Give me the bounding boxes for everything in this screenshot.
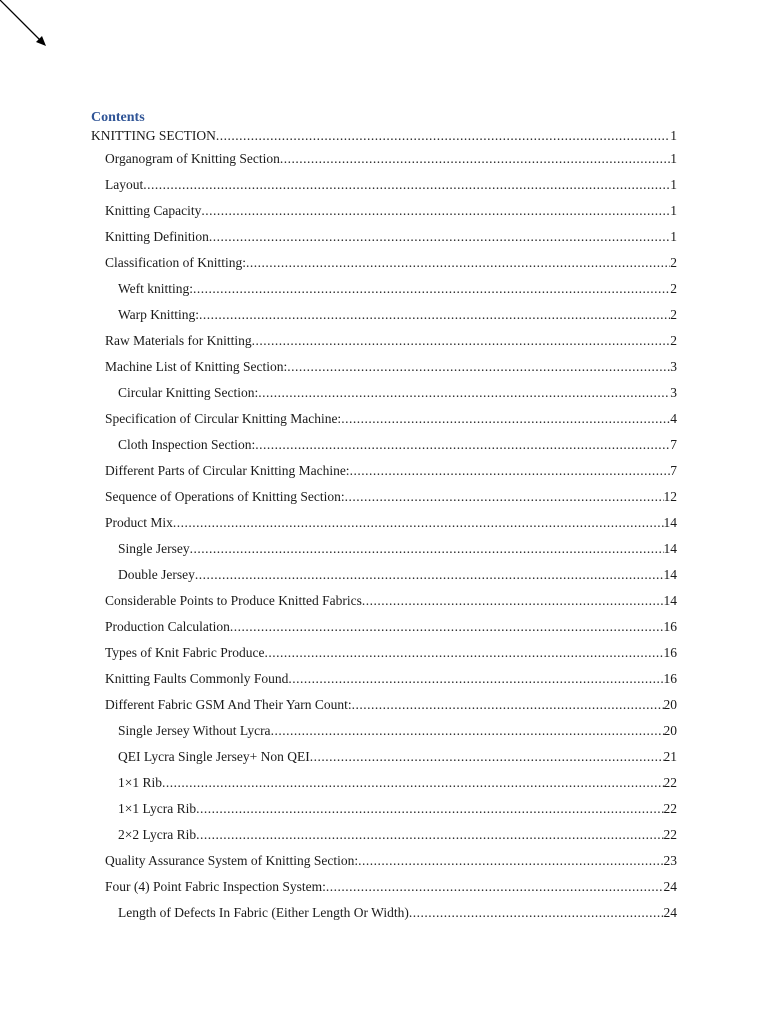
table-of-contents	[91, 110, 677, 926]
toc-entry[interactable]	[91, 900, 677, 926]
toc-entry-page[interactable]: 2	[670, 281, 677, 296]
toc-entry-page[interactable]: 4	[670, 411, 677, 426]
toc-dot-leader	[287, 354, 670, 380]
toc-entry[interactable]	[91, 484, 677, 510]
toc-entry[interactable]	[91, 146, 677, 172]
toc-entry-title[interactable]: Considerable Points to Produce Knitted Fabrics	[105, 593, 362, 608]
toc-entry-title[interactable]: Four (4) Point Fabric Inspection System:	[105, 879, 326, 894]
toc-entry-page[interactable]: 7	[670, 437, 677, 452]
toc-entry[interactable]	[91, 172, 677, 198]
toc-entry-title[interactable]: Single Jersey Without Lycra	[118, 723, 271, 738]
toc-entry-page[interactable]: 14	[663, 593, 677, 608]
toc-dot-leader	[252, 328, 671, 354]
toc-dot-leader	[352, 692, 664, 718]
toc-entry-page[interactable]: 16	[663, 619, 677, 634]
toc-entry-title[interactable]: 1×1 Lycra Rib	[118, 801, 197, 816]
toc-dot-leader	[341, 406, 670, 432]
toc-entry-page[interactable]: 2	[670, 307, 677, 322]
toc-entry[interactable]	[91, 510, 677, 536]
toc-entry[interactable]	[91, 718, 677, 744]
toc-entry[interactable]	[91, 640, 677, 666]
toc-heading: Contents	[91, 110, 145, 125]
toc-entry-title[interactable]: Quality Assurance System of Knitting Section:	[105, 853, 359, 868]
toc-entry-title[interactable]: Organogram of Knitting Section	[105, 151, 280, 166]
toc-entry-title[interactable]: Different Fabric GSM And Their Yarn Count:	[105, 697, 352, 712]
toc-dot-leader	[409, 900, 664, 926]
toc-dot-leader	[246, 250, 670, 276]
toc-entry-page[interactable]: 1	[670, 177, 677, 192]
toc-entry-page[interactable]: 22	[663, 827, 677, 842]
toc-entry-page[interactable]: 1	[670, 128, 677, 143]
toc-entry[interactable]	[91, 250, 677, 276]
toc-entry-page[interactable]: 21	[663, 749, 677, 764]
toc-entry[interactable]	[91, 126, 677, 146]
toc-entry-title[interactable]: Product Mix	[105, 515, 173, 530]
toc-entry-page[interactable]: 3	[670, 385, 677, 400]
toc-entry[interactable]	[91, 666, 677, 692]
toc-entry-title[interactable]: Knitting Definition	[105, 229, 209, 244]
toc-dot-leader	[345, 484, 664, 510]
toc-dot-leader	[173, 510, 664, 536]
toc-entry-page[interactable]: 22	[663, 801, 677, 816]
toc-entry-title[interactable]: Double Jersey	[118, 567, 195, 582]
toc-entry-page[interactable]: 24	[663, 905, 677, 920]
cursor-arrow-icon	[0, 0, 50, 50]
toc-entry[interactable]	[91, 562, 677, 588]
toc-entry-page[interactable]: 14	[663, 515, 677, 530]
toc-dot-leader	[162, 770, 664, 796]
toc-entry-title[interactable]: KNITTING SECTION	[91, 128, 216, 143]
toc-dot-leader	[326, 874, 664, 900]
toc-entry-page[interactable]: 1	[670, 151, 677, 166]
toc-entry-page[interactable]: 12	[663, 489, 677, 504]
toc-entry[interactable]	[91, 406, 677, 432]
toc-dot-leader	[258, 380, 670, 406]
toc-entry-title[interactable]: Warp Knitting:	[118, 307, 200, 322]
toc-entry[interactable]	[91, 796, 677, 822]
toc-dot-leader	[201, 198, 670, 224]
toc-entry-title[interactable]: Length of Defects In Fabric (Either Length Or Width)	[118, 905, 409, 920]
toc-entry[interactable]	[91, 276, 677, 302]
toc-entry[interactable]	[91, 874, 677, 900]
toc-entry-title[interactable]: Circular Knitting Section:	[118, 385, 259, 400]
toc-entry-title[interactable]: Machine List of Knitting Section:	[105, 359, 288, 374]
toc-entry-title[interactable]: Different Parts of Circular Knitting Machine:	[105, 463, 350, 478]
toc-entry[interactable]	[91, 692, 677, 718]
toc-entry-page[interactable]: 1	[670, 203, 677, 218]
toc-entry-page[interactable]: 3	[670, 359, 677, 374]
toc-dot-leader	[280, 146, 670, 172]
toc-dot-leader	[362, 588, 664, 614]
toc-entry-title[interactable]: QEI Lycra Single Jersey+ Non QEI	[118, 749, 310, 764]
toc-dot-leader	[199, 302, 670, 328]
toc-entry[interactable]	[91, 770, 677, 796]
toc-dot-leader	[350, 458, 671, 484]
toc-entry[interactable]	[91, 224, 677, 250]
toc-dot-leader	[193, 276, 670, 302]
toc-entry-title[interactable]: Specification of Circular Knitting Machine:	[105, 411, 342, 426]
toc-entry-title[interactable]: 1×1 Rib	[118, 775, 162, 790]
toc-entry[interactable]	[91, 536, 677, 562]
toc-dot-leader	[216, 126, 670, 146]
toc-dot-leader	[209, 224, 670, 250]
toc-entry-page[interactable]: 1	[670, 229, 677, 244]
toc-entry-title[interactable]: Layout	[105, 177, 144, 192]
toc-entry-page[interactable]: 20	[663, 723, 677, 738]
toc-entry[interactable]	[91, 822, 677, 848]
toc-entry-title[interactable]: Cloth Inspection Section:	[118, 437, 256, 452]
toc-entry[interactable]	[91, 302, 677, 328]
toc-dot-leader	[271, 718, 664, 744]
toc-entry-page[interactable]: 16	[663, 645, 677, 660]
toc-entry-page[interactable]: 24	[663, 879, 677, 894]
toc-entry-title[interactable]: Production Calculation	[105, 619, 230, 634]
toc-entry[interactable]	[91, 614, 677, 640]
toc-entry-title[interactable]: 2×2 Lycra Rib	[118, 827, 197, 842]
toc-entry[interactable]	[91, 848, 677, 874]
toc-entry-page[interactable]: 20	[663, 697, 677, 712]
toc-entry-title[interactable]: Raw Materials for Knitting	[105, 333, 252, 348]
toc-entry-title[interactable]: Weft knitting:	[118, 281, 194, 296]
toc-list	[91, 126, 677, 926]
toc-entry-title[interactable]: Knitting Capacity	[105, 203, 202, 218]
toc-entry[interactable]	[91, 354, 677, 380]
toc-entry-page[interactable]: 2	[670, 255, 677, 270]
toc-entry[interactable]	[91, 744, 677, 770]
toc-entry[interactable]	[91, 458, 677, 484]
toc-entry-title[interactable]: Single Jersey	[118, 541, 190, 556]
toc-entry-title[interactable]: Types of Knit Fabric Produce	[105, 645, 265, 660]
toc-entry-page[interactable]: 7	[670, 463, 677, 478]
toc-dot-leader	[358, 848, 663, 874]
toc-dot-leader	[143, 172, 670, 198]
toc-entry[interactable]	[91, 588, 677, 614]
toc-entry-page[interactable]: 23	[663, 853, 677, 868]
toc-dot-leader	[230, 614, 664, 640]
toc-dot-leader	[190, 536, 664, 562]
toc-entry[interactable]	[91, 198, 677, 224]
toc-dot-leader	[255, 432, 670, 458]
toc-entry-page[interactable]: 16	[663, 671, 677, 686]
toc-entry-title[interactable]: Knitting Faults Commonly Found	[105, 671, 289, 686]
toc-dot-leader	[196, 822, 663, 848]
toc-entry-page[interactable]: 14	[663, 541, 677, 556]
toc-entry-page[interactable]: 2	[670, 333, 677, 348]
toc-entry-page[interactable]: 14	[663, 567, 677, 582]
toc-entry[interactable]	[91, 328, 677, 354]
toc-entry-title[interactable]: Sequence of Operations of Knitting Section:	[105, 489, 345, 504]
toc-dot-leader	[288, 666, 663, 692]
toc-dot-leader	[265, 640, 664, 666]
toc-entry-title[interactable]: Classification of Knitting:	[105, 255, 246, 270]
toc-entry-page[interactable]: 22	[663, 775, 677, 790]
toc-dot-leader	[310, 744, 664, 770]
toc-dot-leader	[195, 562, 664, 588]
toc-dot-leader	[196, 796, 663, 822]
toc-entry[interactable]	[91, 432, 677, 458]
toc-entry[interactable]	[91, 380, 677, 406]
